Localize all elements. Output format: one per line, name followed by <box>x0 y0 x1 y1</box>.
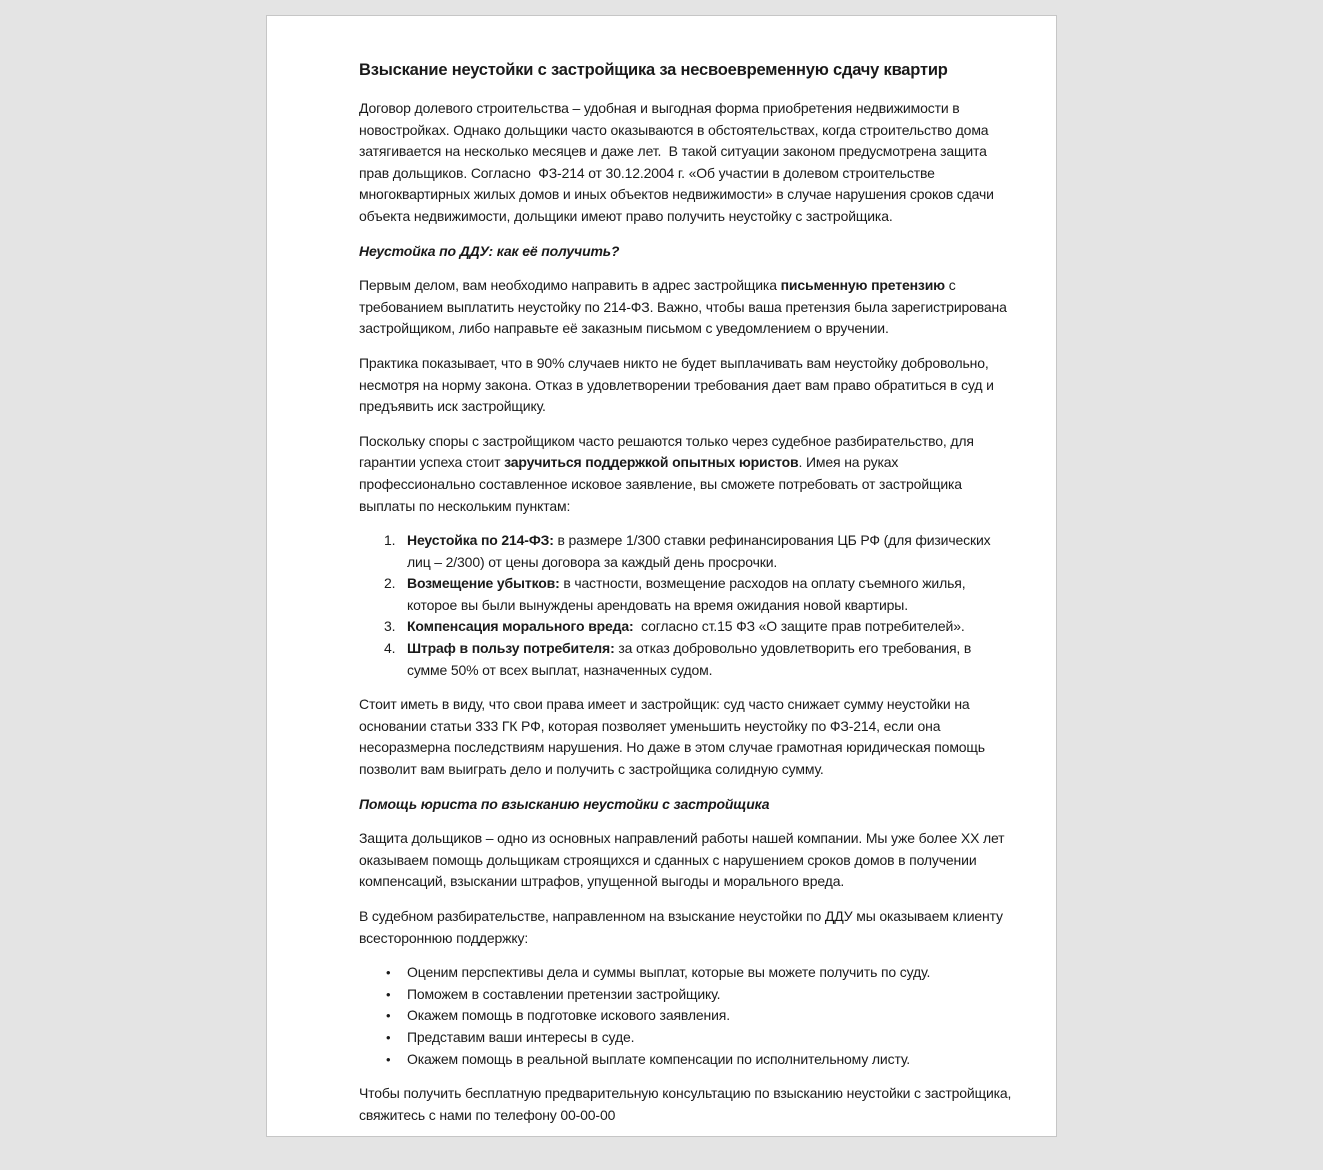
text-run: Защита дольщиков – одно из основных направлений работы нашей компании. Мы уже более XX лет оказываем помощь дольщикам строящихся и сданных с нарушением сроков домов в получении компенсаций, взыскании штрафов, упущенной выгоды и морального вреда. <box>359 830 1009 890</box>
contact-paragraph <box>359 1083 1016 1126</box>
bold-text-run: Штраф в пользу потребителя: <box>407 640 615 657</box>
bold-text-run: Возмещение убытков: <box>407 575 560 592</box>
bullet-icon: • <box>386 986 391 1002</box>
bold-text-run: письменную претензию <box>780 277 945 294</box>
list-item <box>359 1027 1012 1049</box>
list-item <box>359 984 1012 1006</box>
practice-paragraph <box>359 353 1012 418</box>
text-run: за отказ добровольно удовлетворить его требования, в сумме 50% от всех выплат, назначенных судом. <box>407 640 975 678</box>
document-title: Взыскание неустойки с застройщика за несвоевременную сдачу квартир <box>359 61 948 79</box>
company-experience-paragraph <box>359 828 1012 893</box>
document-blocks <box>359 98 1016 1126</box>
bold-text-run: Неустойка по ДДУ: как её получить? <box>359 242 620 259</box>
desktop-background <box>0 15 1323 1170</box>
bullet-icon: • <box>386 1051 391 1067</box>
intro-paragraph <box>359 98 1012 228</box>
bold-text-run: Компенсация морального вреда: <box>407 618 634 635</box>
text-run: Окажем помощь в подготовке искового заявления. <box>407 1007 730 1024</box>
list-number: 1. <box>384 532 396 549</box>
list-item <box>359 573 1012 616</box>
list-item <box>359 1005 1012 1027</box>
list-item <box>359 530 1012 573</box>
list-item <box>359 962 1012 984</box>
text-run: Окажем помощь в реальной выплате компенсации по исполнительному листу. <box>407 1050 911 1067</box>
text-run: Первым делом, вам необходимо направить в адрес застройщика <box>359 277 781 294</box>
bullet-icon: • <box>386 965 391 981</box>
document-content <box>267 16 1056 1126</box>
text-run: Представим ваши интересы в суде. <box>407 1028 635 1045</box>
text-run: Стоит иметь в виду, что свои права имеет и застройщик: суд часто снижает сумму неустойки на основании статьи 333 ГК РФ, которая позволяет уменьшить неустойку по ФЗ-214, если она несоразмерна последствиям нарушения. Но даже в этом случае грамотная юридическая помощь позволит вам выиграть дело и получить с застройщика солидную сумму. <box>359 696 989 778</box>
text-run: Оценим перспективы дела и суммы выплат, которые вы можете получить по суду. <box>407 964 931 981</box>
support-intro-paragraph <box>359 906 1012 949</box>
list-item <box>359 616 1012 638</box>
heading-how-to-get-penalty <box>359 241 1012 263</box>
services-list <box>359 962 1012 1070</box>
bold-text-run: Неустойка по 214-ФЗ: <box>407 532 554 549</box>
text-run: Поможем в составлении претензии застройщику. <box>407 985 721 1002</box>
text-run: с требованием выплатить неустойку по 214-ФЗ. Важно, чтобы ваша претензия была зарегистрирована застройщиком, либо направьте её заказным письмом с уведомлением о вручении. <box>359 277 1011 337</box>
list-item <box>359 638 1012 681</box>
claim-letter-paragraph <box>359 275 1012 340</box>
bold-text-run: заручиться поддержкой опытных юристов <box>504 454 799 471</box>
text-run: . Имея на руках профессионально составленное исковое заявление, вы сможете потребовать от застройщика выплаты по нескольким пунктам: <box>359 454 966 514</box>
text-run: Практика показывает, что в 90% случаев никто не будет выплачивать вам неустойку добровольно, несмотря на норму закона. Отказ в удовлетворении требования дает вам право обратиться в суд и предъявить иск застройщику. <box>359 354 998 415</box>
court-support-paragraph <box>359 431 1012 517</box>
text-run: согласно ст.15 ФЗ «О защите прав потребителей». <box>633 618 965 635</box>
developer-rights-paragraph <box>359 694 1012 780</box>
text-run: в размере 1/300 ставки рефинансирования ЦБ РФ (для физических лиц – 2/300) от цены договора за каждый день просрочки. <box>407 532 995 570</box>
text-run: Чтобы получить бесплатную предварительную консультацию по взысканию неустойки с застройщика, свяжитесь с нами по телефону 00-00-00 <box>359 1085 1016 1123</box>
heading-lawyer-help <box>359 794 1012 816</box>
text-run: Поскольку споры с застройщиком часто решаются только через судебное разбирательство, для гарантии успеха стоит <box>359 432 978 471</box>
text-run: в частности, возмещение расходов на оплату съемного жилья, которое вы были вынуждены арендовать на время ожидания новой квартиры. <box>407 575 970 613</box>
bold-text-run: Помощь юриста по взысканию неустойки с застройщика <box>359 795 770 812</box>
bullet-icon: • <box>386 1029 391 1045</box>
list-number: 4. <box>384 640 396 657</box>
text-run: Договор долевого строительства – удобная и выгодная форма приобретения недвижимости в новостройках. Однако дольщики часто оказываются в обстоятельствах, когда строительство дома затягивается на несколько месяцев и даже лет. В такой ситуации законом предусмотрена защита прав дольщиков. Согласно ФЗ-214 от 30.12.2004 г. «Об участии в долевом строительстве многоквартирных жилых домов и иных объектов недвижимости» в случае нарушения сроков сдачи объекта недвижимости, дольщики имеют право получить неустойку с застройщика. <box>359 100 998 224</box>
list-number: 3. <box>384 618 396 635</box>
text-run: В судебном разбирательстве, направленном на взыскание неустойки по ДДУ мы оказываем клиенту всестороннюю поддержку: <box>359 908 1007 946</box>
list-item <box>359 1049 1012 1071</box>
bullet-icon: • <box>386 1008 391 1024</box>
claims-list <box>359 530 1012 681</box>
document-page <box>266 15 1057 1137</box>
list-number: 2. <box>384 575 396 592</box>
